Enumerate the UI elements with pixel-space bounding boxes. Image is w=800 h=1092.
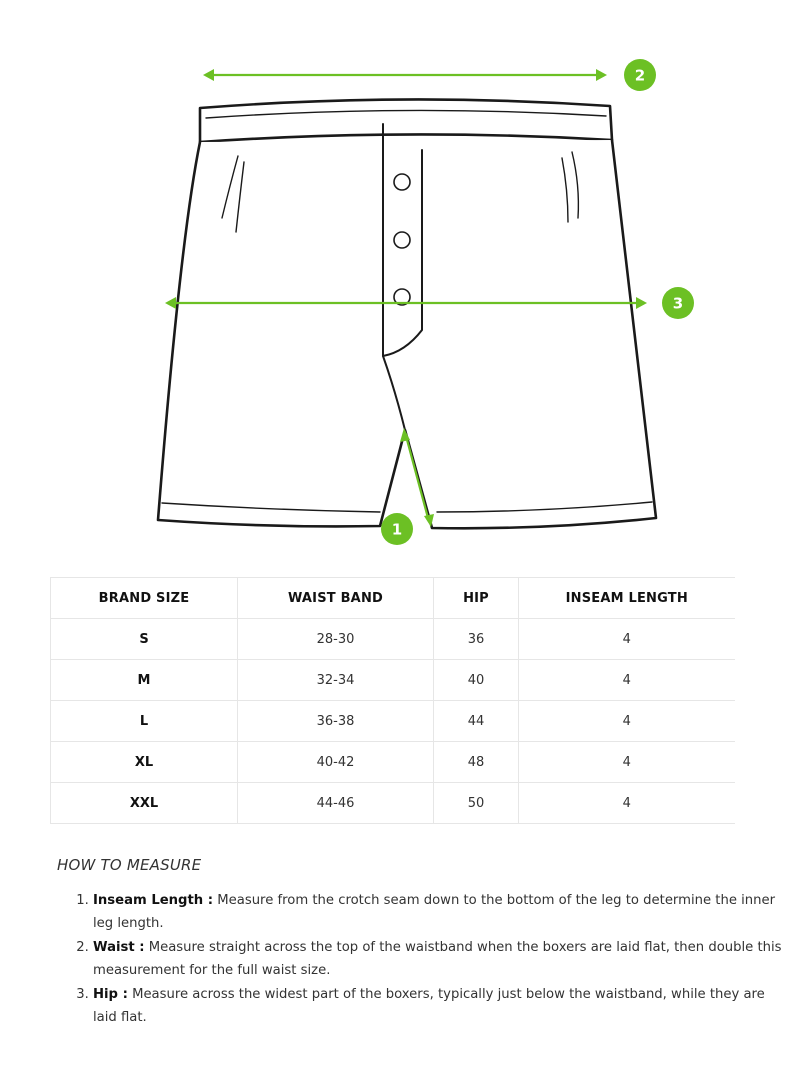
- button: [394, 174, 410, 190]
- header-inseam-length: INSEAM LENGTH: [519, 578, 735, 619]
- cell-brand-size: XL: [51, 742, 238, 783]
- measure-term: Waist :: [93, 940, 145, 955]
- badge-waist-label: 2: [634, 66, 646, 85]
- measure-description: Measure across the widest part of the boxers, typically just below the waistband, while they are laid flat.: [93, 987, 765, 1025]
- waistband: [200, 99, 612, 142]
- cell-hip: 36: [434, 619, 519, 660]
- header-brand-size: BRAND SIZE: [51, 578, 238, 619]
- cell-waist-band: 28-30: [238, 619, 434, 660]
- header-hip: HIP: [434, 578, 519, 619]
- list-item: [93, 889, 783, 935]
- cell-hip: 48: [434, 742, 519, 783]
- list-item: [93, 936, 783, 982]
- how-to-measure-heading: HOW TO MEASURE: [57, 856, 202, 874]
- table-row: [51, 701, 735, 742]
- cell-brand-size: S: [51, 619, 238, 660]
- table-row: [51, 742, 735, 783]
- badge-hip-label: 3: [672, 294, 684, 313]
- cell-inseam-length: 4: [519, 701, 735, 742]
- cell-inseam-length: 4: [519, 783, 735, 824]
- cell-inseam-length: 4: [519, 619, 735, 660]
- shorts-body: [158, 140, 656, 528]
- cell-hip: 44: [434, 701, 519, 742]
- measure-term: Inseam Length :: [93, 893, 214, 908]
- cell-hip: 50: [434, 783, 519, 824]
- cell-brand-size: XXL: [51, 783, 238, 824]
- badge-waist: [624, 59, 656, 91]
- badge-hip: [662, 287, 694, 319]
- boxer-shorts-illustration: [158, 99, 656, 528]
- header-waist-band: WAIST BAND: [238, 578, 434, 619]
- cell-waist-band: 32-34: [238, 660, 434, 701]
- table-row: [51, 660, 735, 701]
- size-chart-table: [50, 577, 735, 824]
- badge-inseam-label: 1: [391, 520, 403, 539]
- cell-inseam-length: 4: [519, 660, 735, 701]
- cell-waist-band: 44-46: [238, 783, 434, 824]
- table-row: [51, 783, 735, 824]
- how-to-measure-list: [57, 889, 783, 1030]
- cell-waist-band: 36-38: [238, 701, 434, 742]
- table-row: [51, 619, 735, 660]
- cell-waist-band: 40-42: [238, 742, 434, 783]
- measure-description: Measure straight across the top of the waistband when the boxers are laid flat, then double this measurement for the full waist size.: [93, 940, 782, 978]
- measure-term: Hip :: [93, 987, 128, 1002]
- cell-brand-size: M: [51, 660, 238, 701]
- measure-description: Measure from the crotch seam down to the bottom of the leg to determine the inner leg length.: [93, 893, 776, 931]
- cell-brand-size: L: [51, 701, 238, 742]
- button: [394, 232, 410, 248]
- list-item: [93, 983, 783, 1029]
- badge-inseam: [381, 513, 413, 545]
- cell-hip: 40: [434, 660, 519, 701]
- cell-inseam-length: 4: [519, 742, 735, 783]
- table-header-row: [51, 578, 735, 619]
